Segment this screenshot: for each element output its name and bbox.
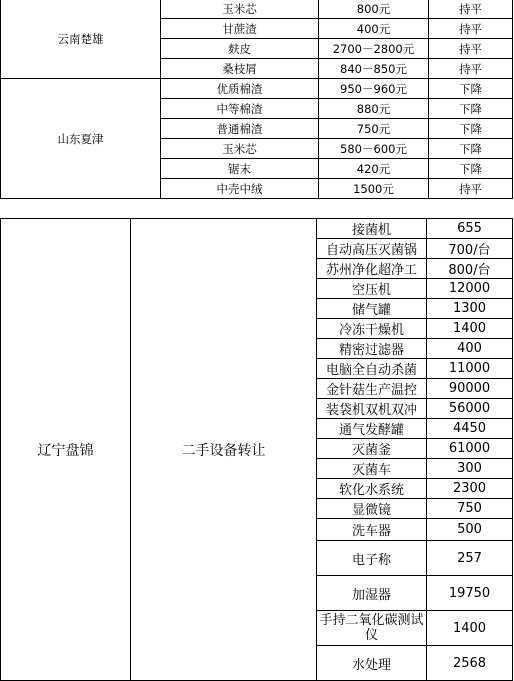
trend-cell: 持平 (429, 179, 513, 199)
price-cell: 500 (427, 519, 513, 541)
price-table-upper (0, 0, 513, 199)
price-cell: 4450 (427, 419, 513, 439)
price-cell: 12000 (427, 279, 513, 299)
item-cell: 加湿器 (317, 576, 427, 611)
price-cell: 1300 (427, 299, 513, 319)
table-row (1, 0, 513, 19)
item-cell: 空压机 (317, 279, 427, 299)
item-cell: 桑枝屑 (161, 59, 319, 79)
item-cell: 水处理 (317, 646, 427, 681)
trend-cell: 持平 (429, 39, 513, 59)
price-cell: 655 (427, 219, 513, 239)
region-cell: 云南楚雄 (1, 0, 161, 79)
price-cell: 2700－2800元 (319, 39, 429, 59)
item-cell: 洗车器 (317, 519, 427, 541)
section-gap (0, 199, 512, 218)
price-cell: 2568 (427, 646, 513, 681)
item-cell: 玉米芯 (161, 0, 319, 19)
item-cell: 玉米芯 (161, 139, 319, 159)
price-cell: 1400 (427, 319, 513, 339)
price-cell: 880元 (319, 99, 429, 119)
item-cell: 普通棉渣 (161, 119, 319, 139)
trend-cell: 下降 (429, 79, 513, 99)
price-cell: 300 (427, 459, 513, 479)
item-cell: 手持二氧化碳测试仪 (317, 611, 427, 646)
item-cell: 中壳中绒 (161, 179, 319, 199)
item-cell: 显微镜 (317, 499, 427, 519)
price-cell: 11000 (427, 359, 513, 379)
item-cell: 自动高压灭菌锅 (317, 239, 427, 259)
trend-cell: 下降 (429, 159, 513, 179)
price-cell: 700/台 (427, 239, 513, 259)
price-cell: 257 (427, 541, 513, 576)
item-cell: 装袋机双机双冲 (317, 399, 427, 419)
trend-cell: 下降 (429, 139, 513, 159)
item-cell: 电脑全自动杀菌 (317, 359, 427, 379)
price-cell: 750 (427, 499, 513, 519)
trend-cell: 持平 (429, 59, 513, 79)
price-cell: 90000 (427, 379, 513, 399)
item-cell: 冷冻干燥机 (317, 319, 427, 339)
price-cell: 2300 (427, 479, 513, 499)
item-cell: 电子称 (317, 541, 427, 576)
category-cell: 二手设备转让 (131, 219, 317, 681)
trend-cell: 持平 (429, 19, 513, 39)
price-cell: 800/台 (427, 259, 513, 279)
item-cell: 苏州净化超净工 (317, 259, 427, 279)
trend-cell: 下降 (429, 99, 513, 119)
item-cell: 精密过滤器 (317, 339, 427, 359)
price-cell: 400元 (319, 19, 429, 39)
price-cell: 800元 (319, 0, 429, 19)
item-cell: 金针菇生产温控 (317, 379, 427, 399)
price-cell: 750元 (319, 119, 429, 139)
region-cell: 辽宁盘锦 (1, 219, 131, 681)
equipment-table (0, 218, 513, 681)
item-cell: 优质棉渣 (161, 79, 319, 99)
item-cell: 软化水系统 (317, 479, 427, 499)
region-cell: 山东夏津 (1, 79, 161, 199)
item-cell: 接菌机 (317, 219, 427, 239)
trend-cell: 持平 (429, 0, 513, 19)
price-cell: 61000 (427, 439, 513, 459)
table-row (1, 79, 513, 99)
price-cell: 400 (427, 339, 513, 359)
item-cell: 灭菌车 (317, 459, 427, 479)
price-cell: 840－850元 (319, 59, 429, 79)
price-cell: 19750 (427, 576, 513, 611)
item-cell: 储气罐 (317, 299, 427, 319)
item-cell: 甘蔗渣 (161, 19, 319, 39)
item-cell: 锯末 (161, 159, 319, 179)
price-cell: 420元 (319, 159, 429, 179)
trend-cell: 下降 (429, 119, 513, 139)
price-cell: 1400 (427, 611, 513, 646)
price-cell: 580－600元 (319, 139, 429, 159)
price-cell: 950－960元 (319, 79, 429, 99)
item-cell: 灭菌釜 (317, 439, 427, 459)
price-cell: 1500元 (319, 179, 429, 199)
item-cell: 麸皮 (161, 39, 319, 59)
item-cell: 通气发酵罐 (317, 419, 427, 439)
item-cell: 中等棉渣 (161, 99, 319, 119)
table-row (1, 219, 513, 239)
price-cell: 56000 (427, 399, 513, 419)
